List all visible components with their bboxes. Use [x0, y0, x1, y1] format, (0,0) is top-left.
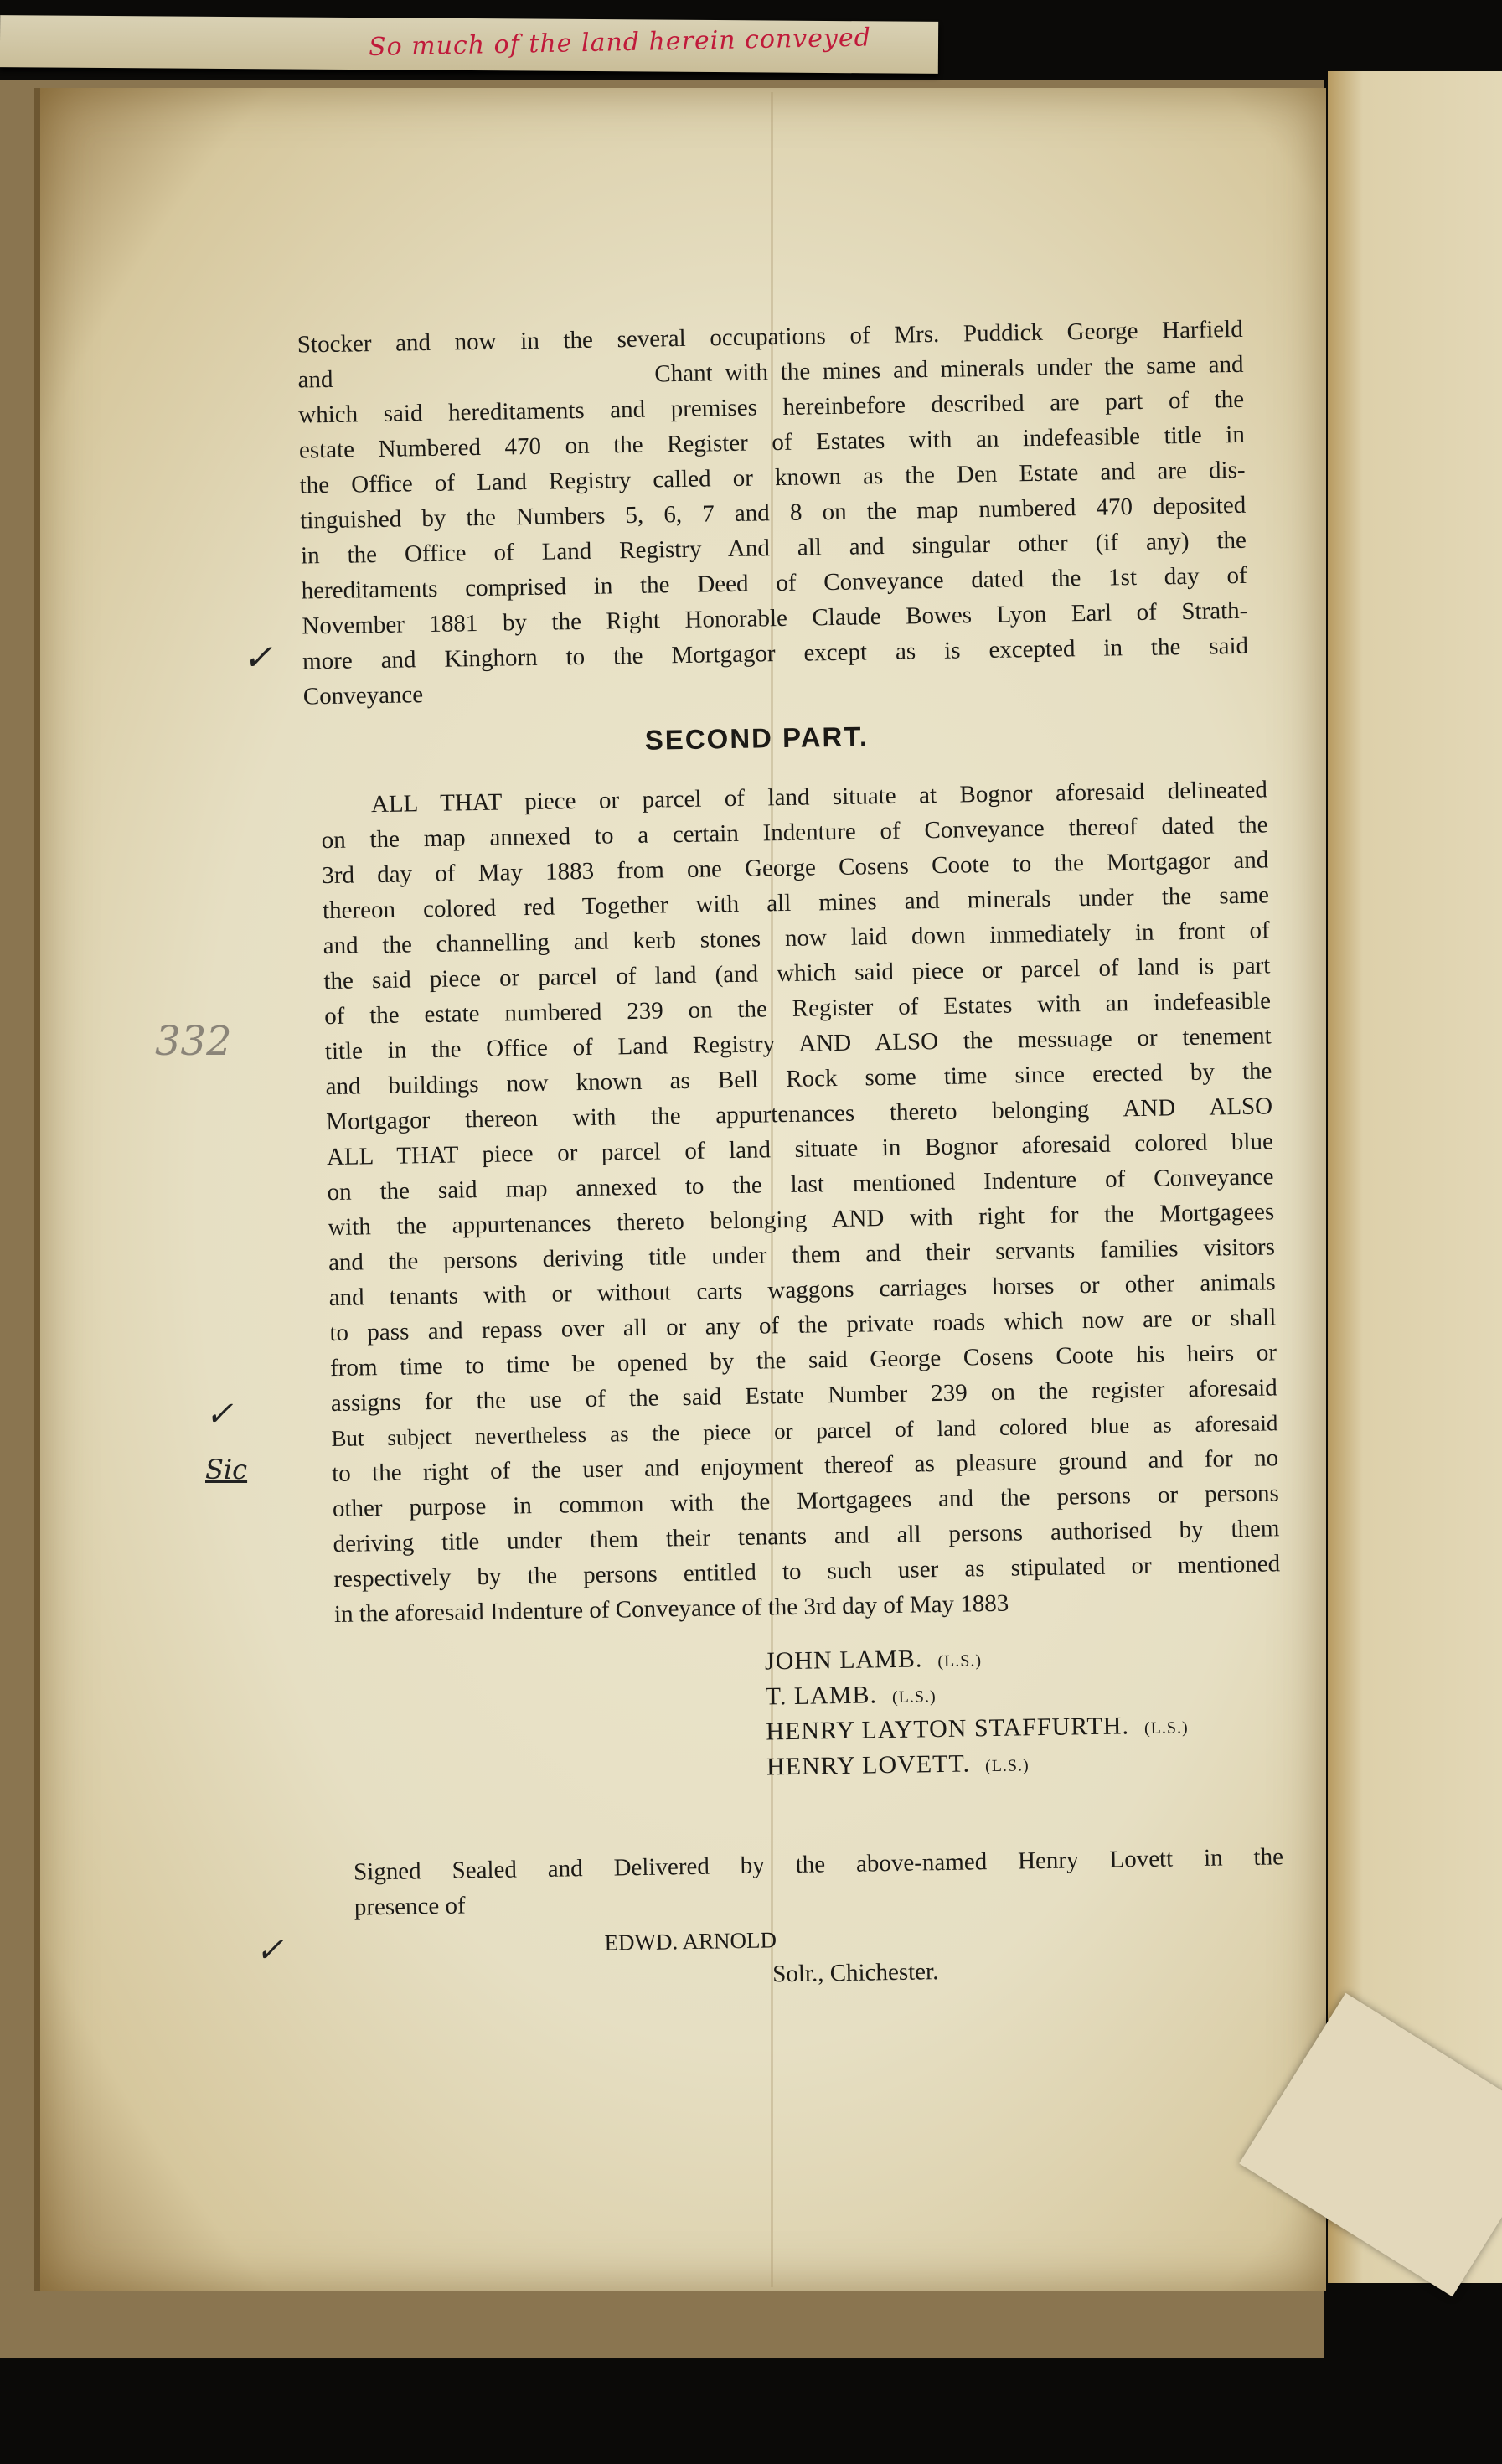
text-line: But subject nevertheless as the piece or parcel of land colored blue as aforesaid: [331, 1410, 1278, 1452]
text-line: respectively by the persons entitled to such user as stipulated or mentioned: [333, 1550, 1281, 1594]
text-line: assigns for the use of the said Estate Number 239 on the register aforesaid: [330, 1374, 1277, 1418]
signatory-name: HENRY LOVETT.: [766, 1749, 971, 1781]
signatory-name: JOHN LAMB.: [764, 1645, 923, 1676]
text-line: which said hereditaments and premises hereinbefore described are part of the: [298, 385, 1245, 429]
text-line: and the persons deriving title under them and their servants families visitors: [328, 1233, 1276, 1277]
seal-mark: (L.S.): [984, 1756, 1030, 1776]
text-line: deriving title under them their tenants and all persons authorised by them: [333, 1515, 1280, 1558]
text-line: and Chant with the mines and minerals under the same and: [297, 350, 1244, 394]
text-line: estate Numbered 470 on the Register of Estates with an indefeasible title in: [298, 421, 1246, 464]
attestation-line: presence of: [354, 1892, 466, 1921]
text-line: and tenants with or without carts waggons carriages horses or other animals: [328, 1268, 1276, 1312]
text-line: in the Office of Land Registry And all and singular other (if any) the: [300, 526, 1247, 570]
text-line: from time to time be opened by the said George Cosens Coote his heirs or: [329, 1339, 1277, 1382]
text-line: ALL THAT piece or parcel of land situate at Bognor aforesaid delineated: [370, 776, 1268, 819]
text-line: other purpose in common with the Mortgagees and the persons or persons: [332, 1480, 1280, 1523]
text-line: ALL THAT piece or parcel of land situate in Bognor aforesaid colored blue: [326, 1128, 1274, 1171]
section-heading: SECOND PART.: [644, 721, 870, 756]
text-line: Mortgagor thereon with the appurtenances thereto belonging AND ALSO: [325, 1093, 1273, 1136]
text-line: thereon colored red Together with all mines and minerals under the same: [322, 881, 1270, 925]
seal-mark: (L.S.): [937, 1651, 983, 1671]
text-line: and buildings now known as Bell Rock some time since erected by the: [325, 1057, 1272, 1101]
signatory-name: T. LAMB.: [765, 1681, 878, 1711]
text-line: the said piece or parcel of land (and which said piece or parcel of land is part: [323, 952, 1271, 995]
tick-mark: ✓: [255, 1931, 284, 1970]
text-line: on the map annexed to a certain Indenture of Conveyance thereof dated the: [321, 811, 1268, 855]
signatory-name: HENRY LAYTON STAFFURTH.: [766, 1712, 1130, 1746]
text-line: with the appurtenances thereto belonging AND with right for the Mortgagees: [328, 1198, 1275, 1242]
text-line: tinguished by the Numbers 5, 6, 7 and 8 on the map numbered 470 deposited: [300, 491, 1247, 535]
text-line: the Office of Land Registry called or known as the Den Estate and are dis-: [299, 456, 1246, 499]
seal-mark: (L.S.): [891, 1687, 937, 1707]
text-line: Conveyance: [302, 681, 424, 710]
text-line: and the channelling and kerb stones now laid down immediately in front of: [323, 917, 1270, 960]
text-line: November 1881 by the Right Honorable Claude Bowes Lyon Earl of Strath-: [302, 597, 1248, 640]
text-line: to the right of the user and enjoyment thereof as pleasure ground and for no: [331, 1444, 1279, 1488]
witness-name: EDWD. ARNOLD: [604, 1927, 777, 1955]
text-line: hereditaments comprised in the Deed of Conveyance dated the 1st day of: [301, 561, 1247, 605]
signatory: [766, 1711, 1189, 1746]
pencil-number: 332: [155, 1018, 232, 1065]
text-line: on the said map annexed to the last mentioned Indenture of Conveyance: [327, 1163, 1274, 1206]
text-line: more and Kinghorn to the Mortgagor except as is excepted in the said: [302, 632, 1249, 675]
signatory: [766, 1749, 1030, 1781]
signatory: [765, 1680, 936, 1711]
signatory: [765, 1644, 983, 1676]
text-line: of the estate numbered 239 on the Register of Estates with an indefeasible: [323, 987, 1272, 1031]
sic-note: Sic: [205, 1454, 248, 1485]
witness-title: Solr., Chichester.: [772, 1958, 939, 1988]
attestation-line: Signed Sealed and Delivered by the above-named Henry Lovett in the: [353, 1843, 1284, 1886]
tick-mark: ✓: [243, 637, 273, 678]
handwritten-red-note: So much of the land herein conveyed: [368, 23, 872, 63]
tick-mark: ✓: [205, 1395, 234, 1433]
text-line: Stocker and now in the several occupations of Mrs. Puddick George Harfield: [297, 315, 1243, 359]
text-line: to pass and repass over all or any of the private roads which now are or shall: [329, 1304, 1277, 1347]
text-line: title in the Office of Land Registry AND ALSO the messuage or tenement: [324, 1022, 1272, 1066]
text-line: in the aforesaid Indenture of Conveyance of the 3rd day of May 1883: [333, 1589, 1009, 1629]
seal-mark: (L.S.): [1143, 1718, 1189, 1738]
text-line: 3rd day of May 1883 from one George Cosens Coote to the Mortgagor and: [322, 846, 1269, 890]
